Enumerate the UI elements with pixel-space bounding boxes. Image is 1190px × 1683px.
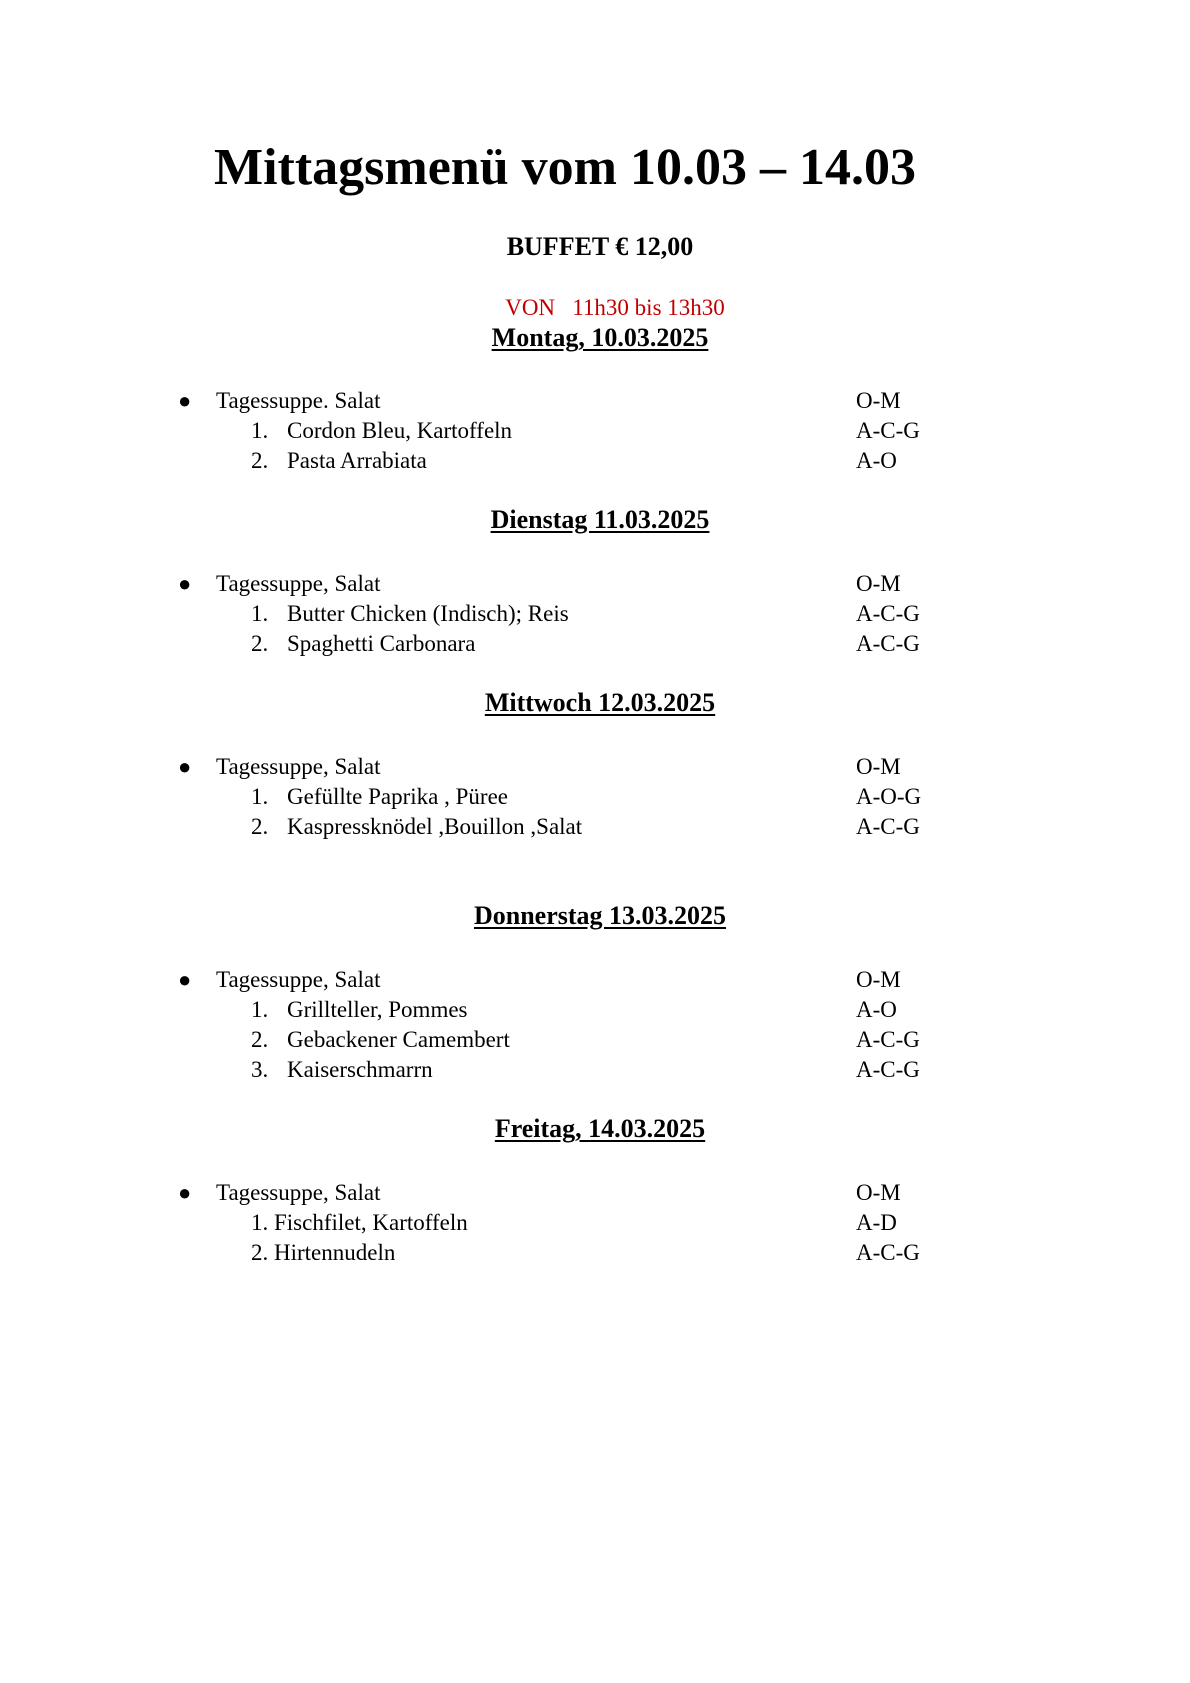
dish-row xyxy=(0,599,1190,629)
allergen-codes: A-C-G xyxy=(856,1027,920,1052)
soup-row xyxy=(0,569,1190,599)
dish-row xyxy=(0,629,1190,659)
dish-number: 2. xyxy=(251,1027,269,1052)
allergen-codes: A-C-G xyxy=(856,601,920,626)
bullet-icon: ● xyxy=(178,1180,192,1205)
soup-row xyxy=(0,965,1190,995)
dish-label: Grillteller, Pommes xyxy=(287,997,468,1022)
soup-label: Tagessuppe, Salat xyxy=(216,754,381,779)
day-heading-donnerstag: Donnerstag 13.03.2025 xyxy=(473,901,727,930)
bullet-icon: ● xyxy=(178,967,192,992)
dish-row xyxy=(0,782,1190,812)
day-heading-mittwoch: Mittwoch 12.03.2025 xyxy=(484,688,716,717)
dish-row xyxy=(0,1208,1190,1238)
soup-row xyxy=(0,386,1190,416)
dish-number: 1. xyxy=(251,601,269,626)
dish-row xyxy=(0,1055,1190,1085)
dish-number: 1. xyxy=(251,997,269,1022)
dish-label: Gefüllte Paprika , Püree xyxy=(287,784,508,809)
soup-label: Tagessuppe, Salat xyxy=(216,1180,381,1205)
allergen-codes: A-C-G xyxy=(856,1057,920,1082)
allergen-codes: A-O-G xyxy=(856,784,922,809)
bullet-icon: ● xyxy=(178,388,192,413)
dish-label: Cordon Bleu, Kartoffeln xyxy=(287,418,513,443)
allergen-codes: O-M xyxy=(856,388,901,413)
dish-row xyxy=(0,1025,1190,1055)
dish-row xyxy=(0,446,1190,476)
dish-label: Butter Chicken (Indisch); Reis xyxy=(287,601,569,626)
allergen-codes: O-M xyxy=(856,571,901,596)
dish-number: 2. xyxy=(251,631,269,656)
page-title: Mittagsmenü vom 10.03 – 14.03 xyxy=(214,139,916,196)
buffet-price: BUFFET € 12,00 xyxy=(506,232,694,261)
dish-number: 3. xyxy=(251,1057,269,1082)
dish-row xyxy=(0,812,1190,842)
day-heading-dienstag: Dienstag 11.03.2025 xyxy=(490,505,710,534)
soup-label: Tagessuppe, Salat xyxy=(216,571,381,596)
dish-row xyxy=(0,1238,1190,1268)
allergen-codes: A-O xyxy=(856,448,897,473)
bullet-icon: ● xyxy=(178,754,192,779)
dish-label: Gebackener Camembert xyxy=(287,1027,510,1052)
dish-label: 1. Fischfilet, Kartoffeln xyxy=(251,1210,468,1235)
allergen-codes: O-M xyxy=(856,754,901,779)
allergen-codes: A-C-G xyxy=(856,814,920,839)
allergen-codes: O-M xyxy=(856,967,901,992)
dish-label: Kaspressknödel ,Bouillon ,Salat xyxy=(287,814,583,839)
dish-number: 2. xyxy=(251,448,269,473)
bullet-icon: ● xyxy=(178,571,192,596)
soup-row xyxy=(0,1178,1190,1208)
soup-row xyxy=(0,752,1190,782)
soup-label: Tagessuppe, Salat xyxy=(216,967,381,992)
dish-number: 1. xyxy=(251,418,269,443)
dish-number: 1. xyxy=(251,784,269,809)
dish-label: Pasta Arrabiata xyxy=(287,448,427,473)
allergen-codes: A-C-G xyxy=(856,631,920,656)
dish-row xyxy=(0,995,1190,1025)
allergen-codes: A-O xyxy=(856,997,897,1022)
dish-number: 2. xyxy=(251,814,269,839)
soup-label: Tagessuppe. Salat xyxy=(216,388,381,413)
allergen-codes: A-C-G xyxy=(856,418,920,443)
dish-label: 2. Hirtennudeln xyxy=(251,1240,396,1265)
dish-label: Spaghetti Carbonara xyxy=(287,631,476,656)
allergen-codes: A-C-G xyxy=(856,1240,920,1265)
dish-row xyxy=(0,416,1190,446)
allergen-codes: O-M xyxy=(856,1180,901,1205)
allergen-codes: A-D xyxy=(856,1210,897,1235)
dish-label: Kaiserschmarrn xyxy=(287,1057,433,1082)
day-heading-montag: Montag, 10.03.2025 xyxy=(491,323,709,352)
day-heading-freitag: Freitag, 14.03.2025 xyxy=(494,1114,706,1143)
opening-hours: VON 11h30 bis 13h30 xyxy=(505,295,725,320)
